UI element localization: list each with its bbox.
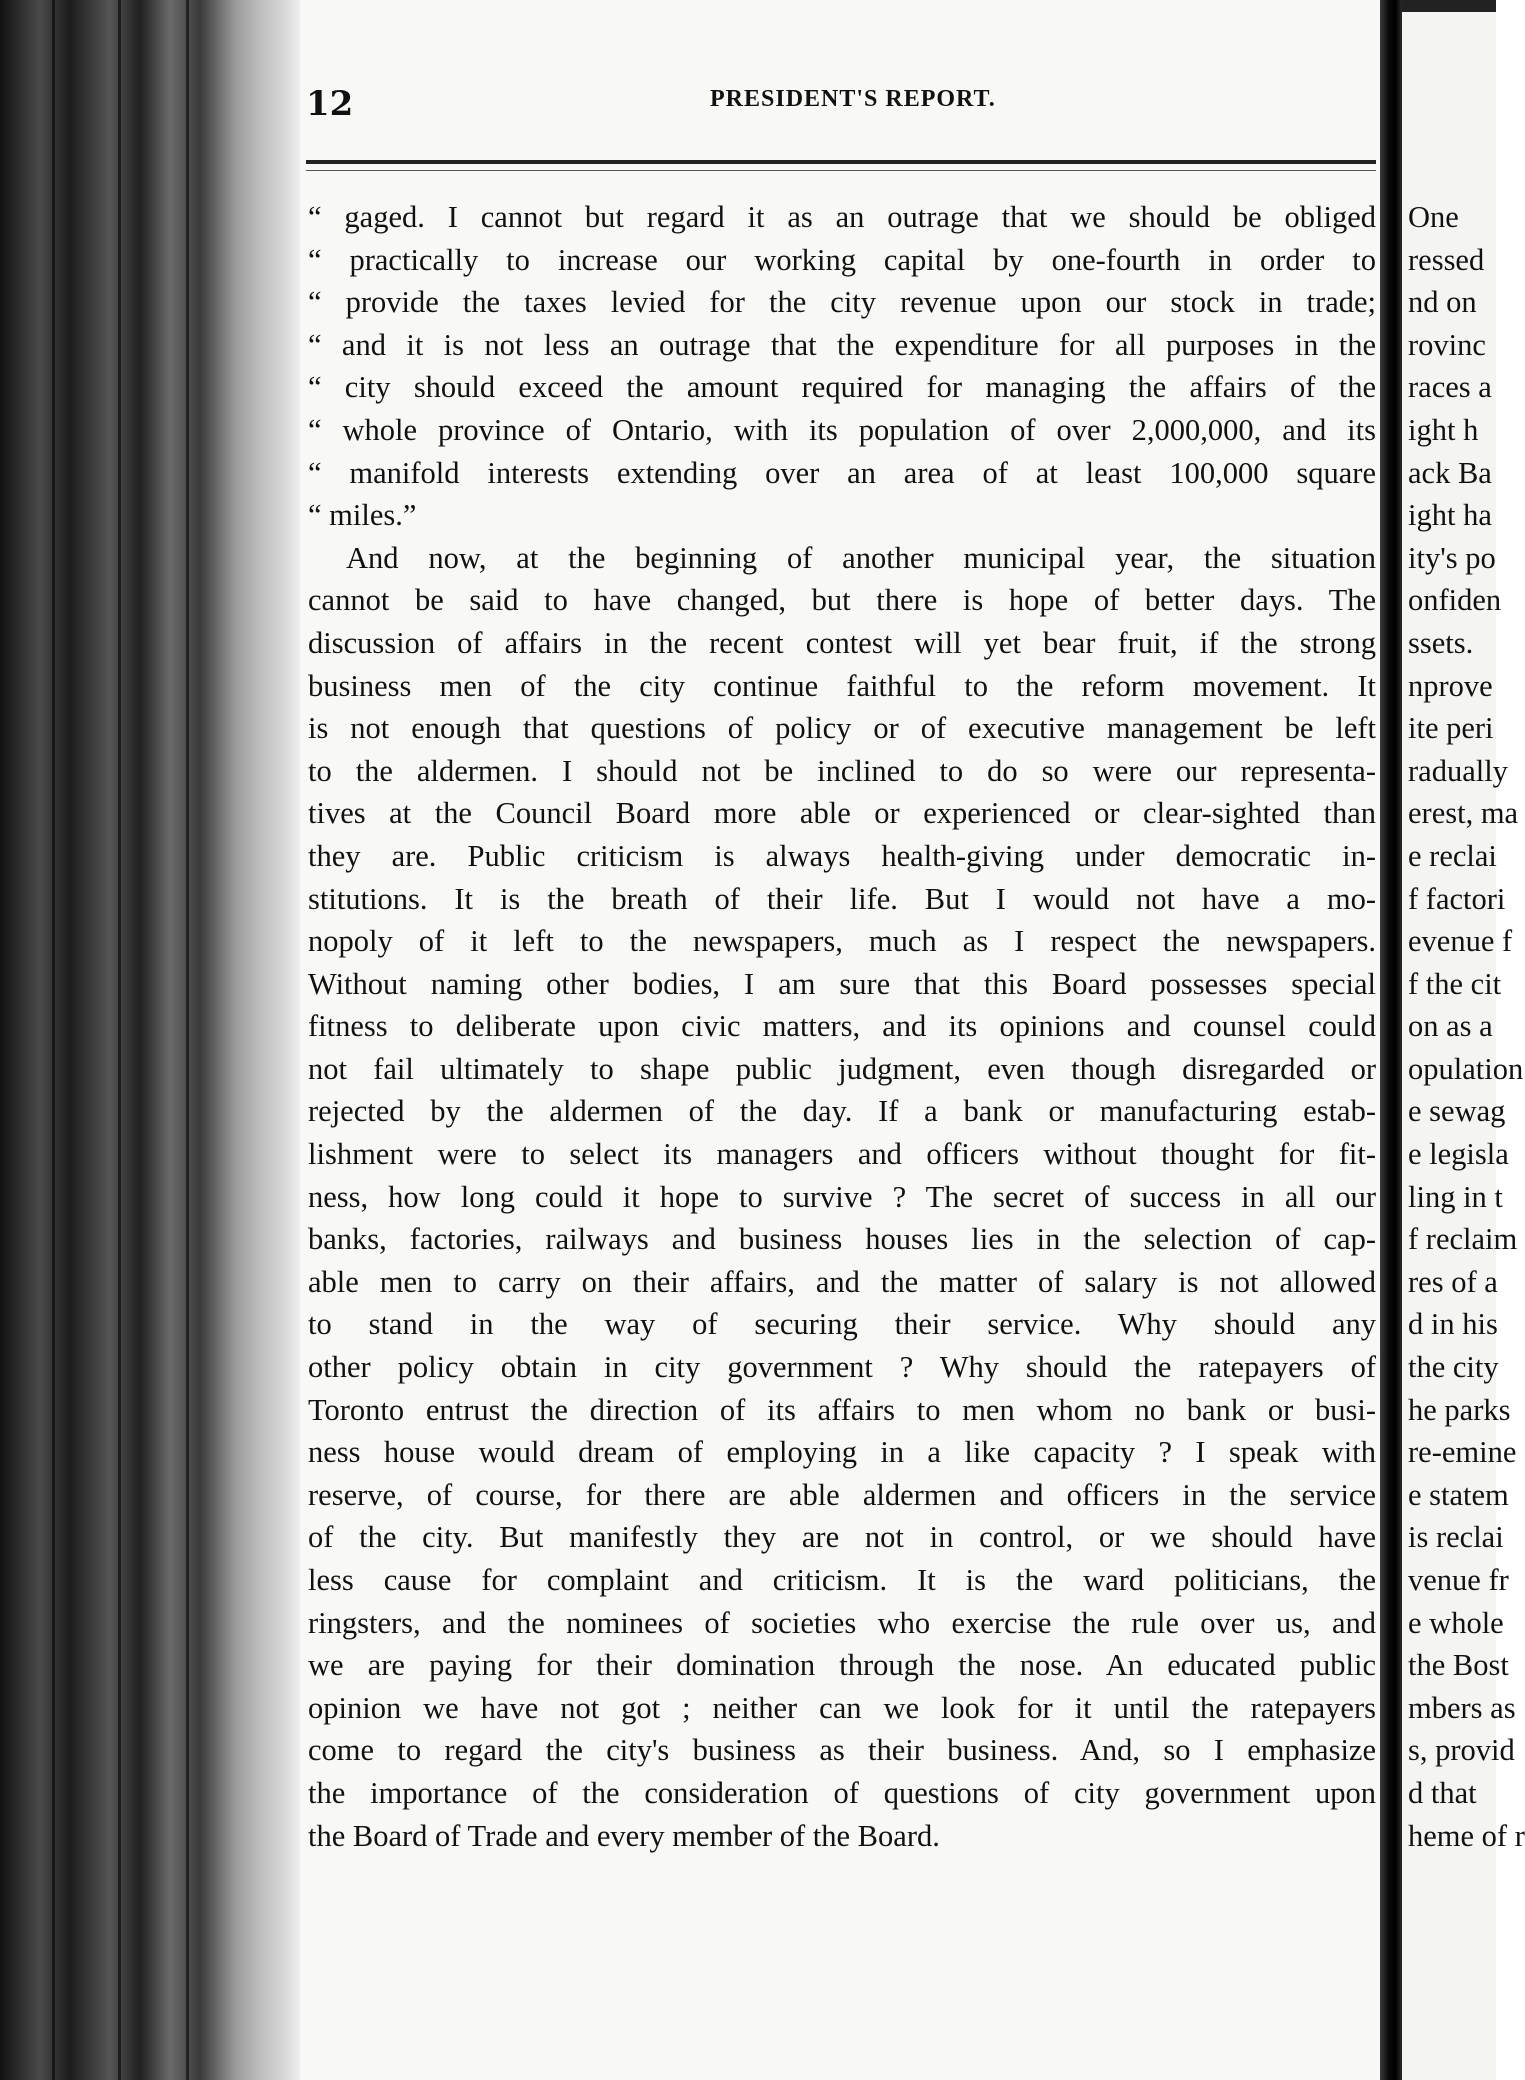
text-line: “ gaged. I cannot but regard it as an outrage that we should be obliged: [308, 200, 1376, 234]
text-line: tives at the Council Board more able or experienced or clear-sighted than: [308, 796, 1376, 831]
facing-line: erest, ma: [1408, 796, 1519, 831]
facing-line: f reclaim: [1408, 1222, 1518, 1257]
text-line: Without naming other bodies, I am sure that this Board possesses special: [308, 966, 1376, 1001]
facing-line: the Bost: [1408, 1648, 1509, 1683]
binding-streak: [118, 0, 121, 2080]
running-head: PRESIDENT'S REPORT.: [710, 86, 996, 112]
text-line: reserve, of course, for there are able aldermen and officers in the service: [308, 1477, 1376, 1512]
facing-line: ack Ba: [1408, 455, 1492, 490]
facing-line: venue fr: [1408, 1563, 1509, 1597]
text-line: banks, factories, railways and business houses lies in the selection of cap-: [308, 1222, 1376, 1257]
facing-line: rovinc: [1408, 327, 1486, 362]
page-fold: [1380, 0, 1402, 2080]
facing-line: ight h: [1408, 412, 1479, 447]
text-line: to stand in the way of securing their service. Why should any: [308, 1307, 1376, 1342]
facing-line: re-emine: [1408, 1435, 1517, 1470]
facing-line: heme of r: [1408, 1818, 1525, 1853]
facing-line: is reclai: [1408, 1520, 1504, 1555]
text-line: And now, at the beginning of another municipal year, the situation: [346, 540, 1376, 575]
facing-line: d in his: [1408, 1307, 1498, 1342]
facing-line: nd on: [1408, 285, 1477, 320]
body-text: [308, 196, 1376, 1857]
page-number: 12: [306, 84, 354, 124]
facing-line: f the cit: [1408, 966, 1502, 1001]
text-line: less cause for complaint and criticism. It is the ward politicians, the: [308, 1563, 1376, 1597]
facing-line: f factori: [1408, 881, 1506, 916]
facing-line: ssets.: [1408, 625, 1474, 660]
text-line: ness house would dream of employing in a like capacity ? I speak with: [308, 1435, 1376, 1470]
facing-line: e whole: [1408, 1605, 1504, 1640]
text-line: rejected by the aldermen of the day. If a bank or manufacturing estab-: [308, 1094, 1376, 1129]
text-line: is not enough that questions of policy or of executive management be left: [308, 711, 1376, 746]
text-line: the importance of the consideration of questions of city government upon: [308, 1775, 1376, 1810]
text-line: “ practically to increase our working capital by one-fourth in order to: [308, 242, 1376, 277]
text-line: lishment were to select its managers and officers without thought for fit-: [308, 1137, 1376, 1172]
text-line: not fail ultimately to shape public judgment, even though disregarded or: [308, 1051, 1376, 1086]
text-line: discussion of affairs in the recent contest will yet bear fruit, if the strong: [308, 625, 1376, 660]
facing-line: nprove: [1408, 668, 1493, 703]
binding-streak: [186, 0, 189, 2080]
facing-line: ite peri: [1408, 711, 1494, 746]
facing-line: evenue f: [1408, 924, 1513, 959]
facing-line: on as a: [1408, 1009, 1493, 1044]
text-line: come to regard the city's business as their business. And, so I emphasize: [308, 1733, 1376, 1768]
text-line: able men to carry on their affairs, and the matter of salary is not allowed: [308, 1264, 1376, 1299]
facing-line: mbers as: [1408, 1690, 1516, 1725]
facing-line: the city: [1408, 1350, 1499, 1385]
text-line: “ provide the taxes levied for the city revenue upon our stock in trade;: [308, 285, 1376, 320]
header-rule-thin: [306, 170, 1376, 171]
facing-line: e reclai: [1408, 838, 1497, 873]
text-line: we are paying for their domination through the nose. An educated public: [308, 1648, 1376, 1683]
facing-line: One: [1408, 200, 1459, 234]
facing-line: ight ha: [1408, 498, 1492, 533]
text-line: opinion we have not got ; neither can we look for it until the ratepayers: [308, 1690, 1376, 1725]
facing-line: ling in t: [1408, 1179, 1503, 1214]
facing-line: e statem: [1408, 1477, 1509, 1512]
text-line: cannot be said to have changed, but there is hope of better days. The: [308, 583, 1376, 618]
text-line: nopoly of it left to the newspapers, much as I respect the newspapers.: [308, 924, 1376, 959]
text-line: “ manifold interests extending over an area of at least 100,000 square: [308, 455, 1376, 490]
facing-line: e legisla: [1408, 1137, 1509, 1172]
text-line: fitness to deliberate upon civic matters, and its opinions and counsel could: [308, 1009, 1376, 1044]
text-line: to the aldermen. I should not be inclined to do so were our representa-: [308, 753, 1376, 788]
facing-line: e sewag: [1408, 1094, 1506, 1129]
facing-line: ressed: [1408, 242, 1485, 277]
text-line: stitutions. It is the breath of their life. But I would not have a mo-: [308, 881, 1376, 916]
text-line: other policy obtain in city government ? Why should the ratepayers of: [308, 1350, 1376, 1385]
text-line: “ whole province of Ontario, with its population of over 2,000,000, and its: [308, 412, 1376, 447]
facing-line: s, provid: [1408, 1733, 1515, 1768]
text-line: of the city. But manifestly they are not in control, or we should have: [308, 1520, 1376, 1555]
text-line: ness, how long could it hope to survive ? The secret of success in all our: [308, 1179, 1376, 1214]
binding-streak: [52, 0, 55, 2080]
facing-line: d that: [1408, 1775, 1477, 1810]
facing-line: onfiden: [1408, 583, 1502, 618]
report-page: [300, 0, 1380, 2080]
facing-text: [1408, 196, 1525, 1857]
text-line: they are. Public criticism is always health-giving under democratic in-: [308, 838, 1376, 873]
text-line: business men of the city continue faithful to the reform movement. It: [308, 668, 1376, 703]
text-line: “ and it is not less an outrage that the expenditure for all purposes in the: [308, 327, 1376, 362]
text-line: Toronto entrust the direction of its affairs to men whom no bank or busi-: [308, 1392, 1376, 1427]
facing-page: [1402, 0, 1525, 2080]
text-line: “ miles.”: [308, 498, 417, 533]
facing-line: races a: [1408, 370, 1492, 405]
facing-line: he parks: [1408, 1392, 1511, 1427]
book-binding: [0, 0, 300, 2080]
text-line: ringsters, and the nominees of societies who exercise the rule over us, and: [308, 1605, 1376, 1640]
facing-line: res of a: [1408, 1264, 1498, 1299]
facing-line: radually: [1408, 753, 1508, 788]
facing-line: ity's po: [1408, 540, 1496, 575]
facing-line: opulation: [1408, 1051, 1524, 1086]
text-line: “ city should exceed the amount required for managing the affairs of the: [308, 370, 1376, 405]
text-line: the Board of Trade and every member of the Board.: [308, 1818, 940, 1853]
header-rule: [306, 160, 1376, 164]
facing-edge: [1402, 0, 1496, 12]
